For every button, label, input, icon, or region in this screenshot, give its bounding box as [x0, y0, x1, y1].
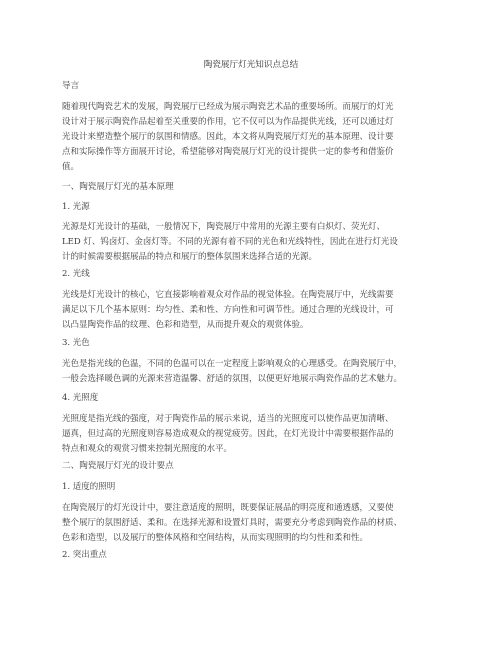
intro-line: 光设计来塑造整个展厅的氛围和情感。因此，本文将从陶瓷展厅灯光的基本原理、设计要 — [62, 132, 394, 142]
subsection-2-1-paragraph — [62, 501, 447, 546]
subsection-1-3-paragraph — [62, 357, 447, 387]
paragraph-line: 色彩和造型，以及展厅的整体风格和空间结构，从而实现照明的均匀性和柔和性。 — [62, 533, 369, 543]
paragraph-line: 光线是灯光设计的核心，它直接影响着观众对作品的视觉体验。在陶瓷展厅中，光线需要 — [62, 290, 394, 300]
intro-line: 值。 — [62, 162, 80, 172]
paragraph-line: 在陶瓷展厅的灯光设计中，要注意适度的照明，既要保证展品的明亮度和通透感，又要使 — [62, 503, 394, 513]
paragraph-line: 逼真，但过高的光照度则容易造成观众的视觉疲劳。因此，在灯光设计中需要根据作品的 — [62, 429, 394, 439]
intro-heading: 导言 — [62, 81, 80, 91]
subsection-1-4-paragraph — [62, 412, 447, 457]
paragraph-line: 光源是灯光设计的基础，一般情况下，陶瓷展厅中常用的光源主要有白炽灯、荧光灯、 — [62, 222, 386, 232]
paragraph-line: 满足以下几个基本原则：均匀性、柔和性、方向性和可调节性。通过合理的光线设计，可 — [62, 305, 394, 315]
subsection-1-2-paragraph — [62, 288, 447, 333]
subsection-1-1-paragraph — [62, 220, 447, 265]
paragraph-line: 光色是指光线的色温，不同的色温可以在一定程度上影响观众的心理感受。在陶瓷展厅中， — [62, 359, 403, 369]
paragraph-line: 以凸显陶瓷作品的纹理、色彩和造型，从而提升观众的观赏体验。 — [62, 320, 309, 330]
subsection-1-3-heading: 3. 光色 — [62, 338, 90, 348]
paragraph-line: 计的时候需要根据展品的特点和展厅的整体氛围来选择合适的光源。 — [62, 252, 318, 262]
intro-line: 设计对于展示陶瓷作品起着至关重要的作用，它不仅可以为作品提供光线，还可以通过灯 — [62, 117, 394, 127]
paragraph-line: 光照度是指光线的强度，对于陶瓷作品的展示来说，适当的光照度可以使作品更加清晰、 — [62, 414, 394, 424]
intro-line: 点和实际操作等方面展开讨论，希望能够对陶瓷展厅灯光的设计提供一定的参考和借鉴价 — [62, 147, 394, 157]
paragraph-line: 一般会选择暖色调的光源来营造温馨、舒适的氛围，以便更好地展示陶瓷作品的艺术魅力。 — [62, 374, 403, 384]
section-2-heading: 二、陶瓷展厅灯光的设计要点 — [62, 461, 174, 471]
subsection-1-1-heading: 1. 光源 — [62, 202, 90, 212]
paragraph-line: 整个展厅的氛围舒适、柔和。在选择光源和设置灯具时，需要充分考虑到陶瓷作品的材质、 — [62, 518, 403, 528]
section-1-heading: 一、陶瓷展厅灯光的基本原理 — [62, 182, 174, 192]
paragraph-line: 特点和观众的观赏习惯来控制光照度的水平。 — [62, 444, 233, 454]
intro-paragraph — [62, 100, 447, 175]
intro-line: 随着现代陶瓷艺术的发展，陶瓷展厅已经成为展示陶瓷艺术品的重要场所。而展厅的灯光 — [62, 102, 394, 112]
paragraph-line: LED 灯、钨卤灯、金卤灯等。不同的光源有着不同的光色和光线特性，因此在进行灯光设 — [62, 237, 398, 247]
subsection-1-4-heading: 4. 光照度 — [62, 393, 99, 403]
subsection-2-2-heading: 2. 突出重点 — [62, 550, 107, 560]
subsection-2-1-heading: 1. 适度的照明 — [62, 482, 116, 492]
document-title: 陶瓷展厅灯光知识点总结 — [203, 60, 299, 70]
subsection-1-2-heading: 2. 光线 — [62, 269, 90, 279]
